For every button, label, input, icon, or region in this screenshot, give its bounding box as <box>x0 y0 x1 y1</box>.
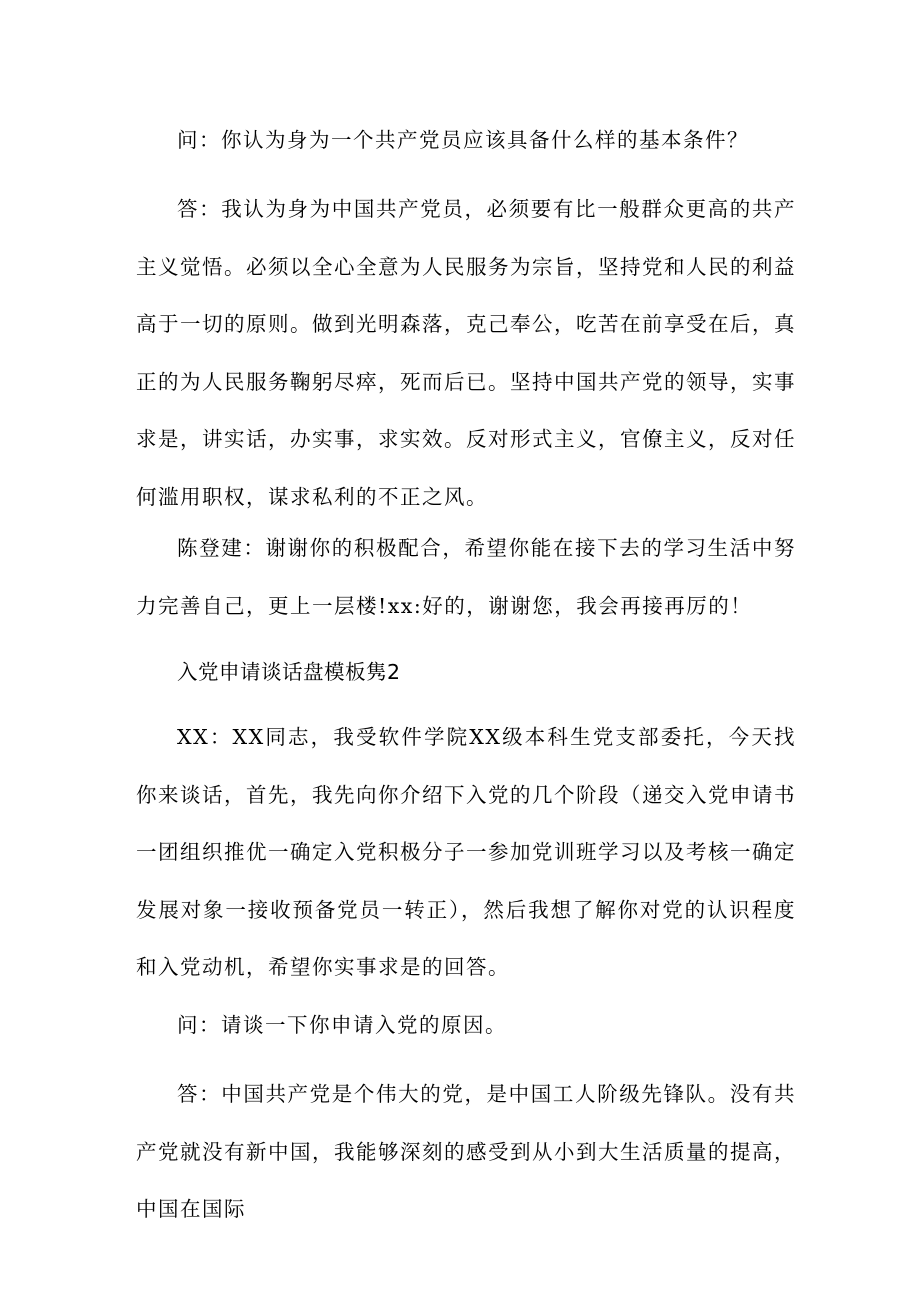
section-title: 入党申请谈话盘模板隽2 <box>177 660 401 684</box>
intro-paragraph: XX：XX同志，我受软件学院XX级本科生党支部委托，今天找你来谈话，首先，我先向你介绍下入党的几个阶段（递交入党申请书一团组织推优一确定入党积极分子一参加党训班学习以及考核一确定发展对象一接收预备党员一转正），然后我想了解你对党的认识程度和入党动机，希望你实事求是的回答。 <box>136 725 796 979</box>
answer-paragraph-2: 答：中国共产党是个伟大的党，是中国工人阶级先锋队。没有共产党就没有新中国，我能够深刻的感受到从小到大生活质量的提高，中国在国际 <box>136 1082 796 1221</box>
answer-paragraph-1: 答：我认为身为中国共产党员，必须要有比一般群众更高的共产主义觉悟。必须以全心全意为人民服务为宗旨，坚持党和人民的利益高于一切的原则。做到光明森落，克己奉公，吃苦在前享受在后，真正的为人民服务鞠躬尽瘁，死而后已。坚持中国共产党的领导，实事求是，讲实话，办实事，求实效。反对形式主义，官僚主义，反对任何滥用职权，谋求私利的不正之风。 <box>136 197 796 509</box>
question-paragraph-2: 问：请谈一下你申请入党的原因。 <box>177 1013 507 1037</box>
question-paragraph-1: 问：你认为身为一个共产党员应该具备什么样的基本条件？ <box>177 128 749 152</box>
closing-dialogue-paragraph: 陈登建：谢谢你的积极配合，希望你能在接下去的学习生活中努力完善自己，更上一层楼!xx:好的，谢谢您，我会再接再厉的！ <box>136 536 796 618</box>
